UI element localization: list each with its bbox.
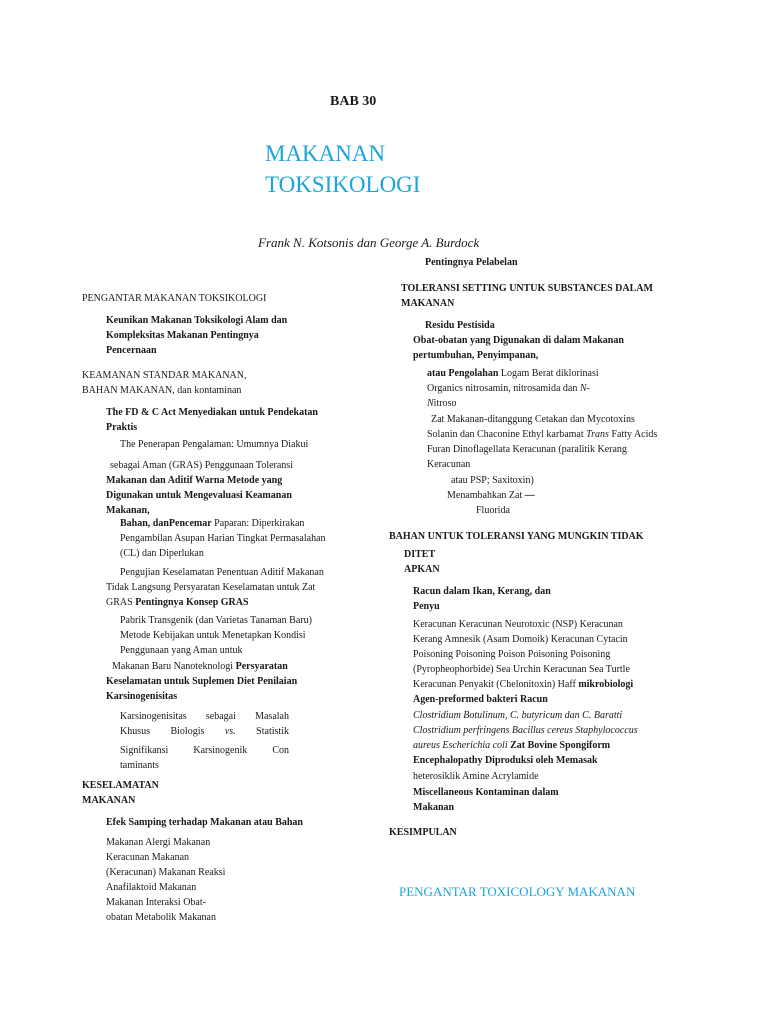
toc-line: Makanan dan Aditif Warna Metode yang — [106, 475, 283, 486]
toc-line: Keracunan Makanan — [106, 852, 190, 863]
toc-line: DITET — [404, 549, 436, 560]
toc-line: Penyu — [413, 601, 440, 612]
toc-sub-efek: Efek Samping terhadap Makanan atau Bahan — [106, 817, 303, 828]
toc-line: APKAN — [404, 564, 440, 575]
toc-line: Makanan Baru Nanoteknologi — [112, 661, 236, 672]
toc-item-menambahkan — [447, 488, 535, 503]
toc-line: Anafilaktoid Makanan — [106, 882, 197, 893]
toc-line: — — [524, 490, 535, 501]
toc-line: Pencernaan — [106, 345, 157, 356]
toc-item-pengolahan — [427, 366, 599, 411]
toc-item-gras-1: The Penerapan Pengalaman: Umumnya Diakui — [120, 439, 309, 450]
toc-line: Keracunan Penyakit (Chelonitoxin) Haff — [413, 679, 579, 690]
toc-line: Miscellaneous Kontaminan dalam — [413, 787, 559, 798]
toc-line: Praktis — [106, 422, 138, 433]
toc-line: Keunikan Makanan Toksikologi Alam dan — [106, 315, 288, 326]
title-line-1: MAKANAN — [265, 141, 386, 166]
toc-item-heterosiklik: heterosiklik Amine Acrylamide — [413, 771, 539, 782]
toc-heading-pengantar: PENGANTAR MAKANAN TOKSIKOLOGI — [82, 293, 267, 304]
toc-line: Menambahkan Zat — [447, 490, 525, 501]
toc-word: Khusus — [120, 726, 151, 737]
toc-line: MAKANAN — [401, 298, 455, 309]
page-title — [265, 138, 420, 200]
toc-word: Signifikansi — [120, 745, 169, 756]
toc-line: (Pyropheophorbide) Sea Urchin Keracunan Sea Turtle — [413, 664, 630, 675]
toc-heading-keamanan — [82, 368, 246, 398]
title-line-2: TOKSIKOLOGI — [265, 172, 421, 197]
toc-line: Tidak Langsung Persyaratan Keselamatan untuk Zat — [106, 582, 316, 593]
toc-heading-ditetapkan — [404, 547, 440, 577]
toc-sub-aditif — [106, 473, 292, 518]
toc-item-pabrik — [120, 613, 312, 658]
toc-word: Karsinogenisitas — [120, 711, 187, 722]
toc-line: Racun dalam Ikan, Kerang, dan — [413, 586, 551, 597]
toc-line: pertumbuhan, Penyimpanan, — [413, 350, 539, 361]
section-heading-pengantar: PENGANTAR TOXICOLOGY MAKANAN — [399, 884, 636, 899]
toc-line: Paparan: Diperkirakan — [211, 518, 305, 529]
toc-line: TOLERANSI SETTING UNTUK SUBSTANCES DALAM — [401, 283, 653, 294]
toc-line: atau Pengolahan — [427, 368, 499, 379]
toc-line: Obat-obatan yang Digunakan di dalam Makanan — [413, 335, 624, 346]
toc-line: Penggunaan yang Aman untuk — [120, 645, 243, 656]
toc-word: Karsinogenik — [193, 745, 248, 756]
toc-line: Solanin dan Chaconine Ethyl karbamat — [427, 429, 587, 440]
toc-line: Makanan Interaksi Obat- — [106, 897, 206, 908]
toc-line: Keracunan Keracunan Neurotoxic (NSP) Keracunan — [413, 619, 623, 630]
toc-item-pelabelan: Pentingnya Pelabelan — [425, 257, 518, 268]
toc-line: Logam Berat diklorinasi — [498, 368, 599, 379]
toc-word: Masalah — [255, 711, 289, 722]
toc-line: Bahan, danPencemar — [120, 518, 212, 529]
toc-line: Makanan — [413, 802, 455, 813]
toc-sub-racun — [413, 584, 551, 614]
toc-line: Furan Dinoflagellata Keracunan (paralitik Kerang — [427, 444, 627, 455]
toc-line: The FD & C Act Menyediakan untuk Pendekatan — [106, 407, 318, 418]
toc-line: Makanan, — [106, 505, 150, 516]
toc-line: dan kontaminan — [174, 385, 242, 396]
toc-item-gras-2: sebagai Aman (GRAS) Penggunaan Toleransi — [110, 460, 293, 471]
toc-line: Encephalopathy Diproduksi oleh Memasak — [413, 755, 598, 766]
authors: Frank N. Kotsonis dan George A. Burdock — [258, 235, 480, 250]
toc-sub-obat — [413, 333, 624, 363]
toc-heading-toleransi — [401, 281, 653, 311]
toc-list-efek — [106, 835, 225, 925]
toc-sub-fd-act — [106, 405, 318, 435]
toc-line: MAKANAN — [82, 795, 136, 806]
toc-sub-residu: Residu Pestisida — [425, 320, 495, 331]
toc-line: KESELAMATAN — [82, 780, 159, 791]
toc-line: aureus Escherichia coli — [413, 740, 508, 751]
toc-line: KEAMANAN STANDAR MAKANAN, — [82, 370, 247, 381]
toc-line: obatan Metabolik Makanan — [106, 912, 216, 923]
toc-heading-kesimpulan: KESIMPULAN — [389, 827, 457, 838]
toc-word: vs. — [224, 726, 236, 737]
toc-line: Digunakan untuk Mengevaluasi Keamanan — [106, 490, 292, 501]
toc-line: Pentingnya Konsep GRAS — [135, 597, 249, 608]
toc-item-fluorida: Fluorida — [476, 505, 510, 516]
toc-line: Clostridium perfringens Bacillus cereus Staphylococcus — [413, 725, 638, 736]
toc-item-clostridium — [413, 708, 638, 768]
toc-line: Pengujian Keselamatan Penentuan Aditif Makanan — [120, 567, 324, 578]
toc-line: N — [427, 398, 434, 409]
toc-line: Karsinogenisitas — [106, 691, 178, 702]
toc-word: Con — [272, 745, 289, 756]
toc-line: (CL) dan Diperlukan — [120, 548, 204, 559]
toc-line: Keracunan — [427, 459, 471, 470]
toc-line: Agen-preformed bakteri Racun — [413, 694, 548, 705]
toc-item-pengujian — [106, 565, 324, 610]
toc-heading-keselamatan — [82, 778, 159, 808]
toc-line: N- — [579, 383, 590, 394]
toc-item-bahan — [120, 516, 326, 561]
toc-line: Kerang Amnesik (Asam Domoik) Keracunan Cytacin — [413, 634, 628, 645]
toc-line: Pengambilan Asupan Harian Tingkat Permasalahan — [120, 533, 326, 544]
toc-line: Pabrik Transgenik (dan Varietas Tanaman Baru) — [120, 615, 312, 626]
toc-line: Keselamatan untuk Suplemen Diet Penilaian — [106, 676, 298, 687]
toc-line: Metode Kebijakan untuk Menetapkan Kondisi — [120, 630, 306, 641]
toc-line: mikrobiologi — [578, 679, 634, 690]
toc-item-keracunan — [413, 617, 633, 707]
toc-sub-miscellaneous — [413, 785, 559, 815]
toc-line: BAHAN MAKANAN, — [82, 385, 175, 396]
toc-item-karsinogenisitas — [120, 709, 289, 773]
toc-line: Zat Bovine Spongiform — [507, 740, 611, 751]
toc-line: Makanan Alergi Makanan — [106, 837, 211, 848]
toc-line: Zat Makanan-ditanggung Cetakan dan Mycotoxins — [431, 414, 635, 425]
toc-line: taminants — [120, 760, 159, 771]
toc-line: Organics nitrosamin, nitrosamida dan — [427, 383, 580, 394]
toc-word: Statistik — [256, 726, 289, 737]
toc-line: GRAS — [106, 597, 136, 608]
toc-line: Persyaratan — [235, 661, 288, 672]
toc-line: Clostridium Botulinum, C. butyricum dan C. Baratti — [413, 710, 623, 721]
toc-line: Kompleksitas Makanan Pentingnya — [106, 330, 259, 341]
toc-word: Biologis — [170, 726, 205, 737]
toc-line: Fatty Acids — [608, 429, 658, 440]
toc-sub-keunikan — [106, 313, 287, 358]
toc-line: Poisoning Poisoning Poison Poisoning Poisoning — [413, 649, 611, 660]
toc-line: itroso — [433, 398, 457, 409]
chapter-label: BAB 30 — [330, 94, 377, 109]
toc-heading-bahan-toleransi: BAHAN UNTUK TOLERANSI YANG MUNGKIN TIDAK — [389, 531, 644, 542]
toc-line: (Keracunan) Makanan Reaksi — [106, 867, 226, 878]
toc-item-nano — [106, 659, 297, 704]
toc-item-zat — [427, 412, 657, 472]
toc-item-psp: atau PSP; Saxitoxin) — [451, 475, 534, 486]
toc-line: Trans — [586, 429, 609, 440]
toc-word: sebagai — [205, 711, 236, 722]
